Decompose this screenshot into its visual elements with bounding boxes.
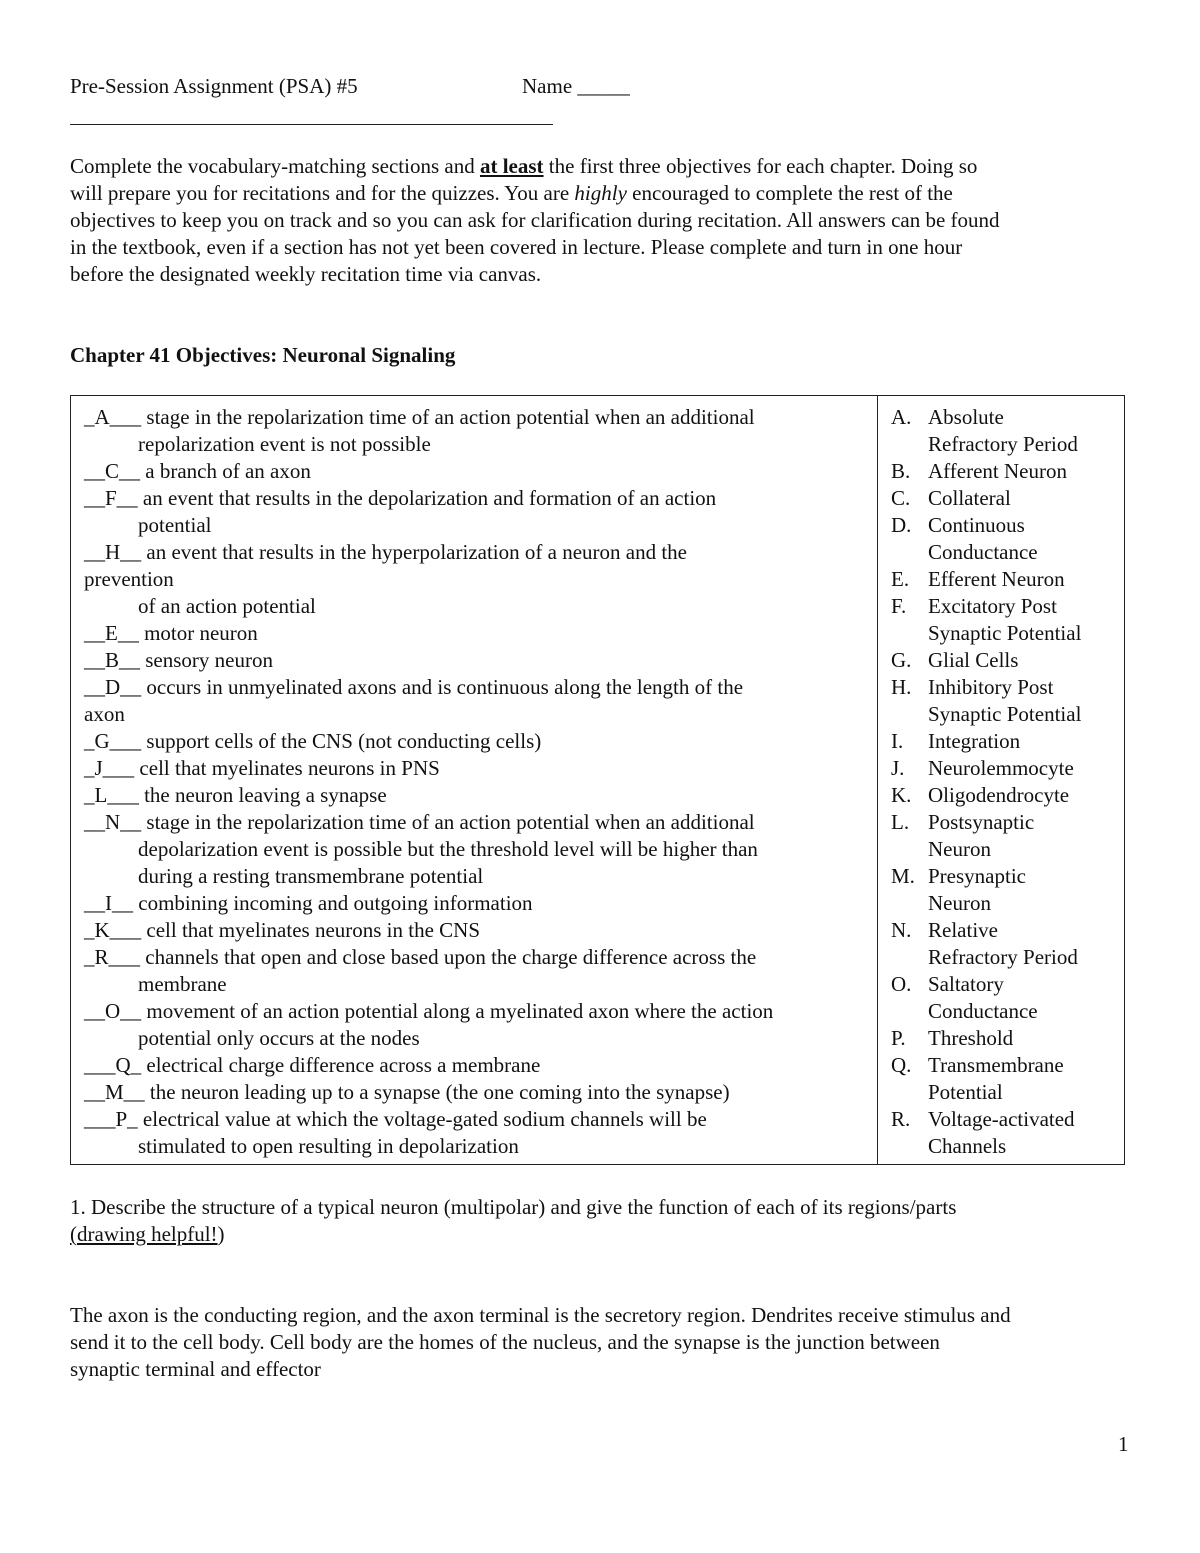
matching-definition-line: prevention (84, 567, 174, 591)
matching-term-line (891, 539, 1123, 566)
matching-definition-line: __M__ the neuron leading up to a synapse (the one coming into the synapse) (84, 1080, 730, 1104)
matching-term-line (891, 458, 1123, 485)
instructions-text: the first three objectives for each chapter. Doing so (543, 154, 978, 178)
matching-definition-line: _R___ channels that open and close based upon the charge difference across the (84, 945, 757, 969)
matching-definition-line: _G___ support cells of the CNS (not conducting cells) (84, 729, 542, 753)
term-text: Potential (928, 1080, 1003, 1104)
term-text: Efferent Neuron (928, 567, 1065, 591)
term-text: Conductance (928, 540, 1038, 564)
matching-definition-line: __F__ an event that results in the depolarization and formation of an action (84, 486, 717, 510)
matching-definition-line: ___Q_ electrical charge difference across a membrane (84, 1053, 541, 1077)
matching-definition-line: _K___ cell that myelinates neurons in the CNS (84, 918, 481, 942)
matching-definition-line: _J___ cell that myelinates neurons in PNS (84, 756, 440, 780)
term-text: Refractory Period (928, 945, 1078, 969)
question-1-prompt: 1. Describe the structure of a typical neuron (multipolar) and give the function of each of its regions/parts (70, 1195, 957, 1219)
instructions-text: will prepare you for recitations and for the quizzes. You are (70, 181, 575, 205)
matching-definition-line: __I__ combining incoming and outgoing information (84, 891, 533, 915)
term-text: Synaptic Potential (928, 702, 1082, 726)
question-1 (70, 1194, 1150, 1248)
matching-term-line (891, 1052, 1123, 1079)
term-letter: N. (891, 918, 912, 942)
matching-term-line (891, 1106, 1123, 1133)
term-letter: C. (891, 486, 911, 510)
instructions-text: encouraged to complete the rest of the (626, 181, 953, 205)
term-letter: D. (891, 513, 912, 537)
page-number: 1 (1118, 1432, 1129, 1456)
term-text: Transmembrane (928, 1053, 1064, 1077)
term-text: Afferent Neuron (928, 459, 1067, 483)
term-letter: B. (891, 459, 911, 483)
matching-term-line (891, 1079, 1123, 1106)
term-letter: G. (891, 648, 912, 672)
answer-line-2: send it to the cell body. Cell body are the homes of the nucleus, and the synapse is the junction between (70, 1330, 940, 1354)
term-text: Relative (928, 918, 998, 942)
term-text: Inhibitory Post (928, 675, 1054, 699)
term-letter: P. (891, 1026, 906, 1050)
matching-term-line (891, 971, 1123, 998)
answer-line-1: The axon is the conducting region, and the axon terminal is the secretory region. Dendrites receive stimulus and (70, 1303, 1011, 1327)
instructions-line-1 (70, 153, 1130, 180)
term-letter: A. (891, 405, 912, 429)
term-letter: K. (891, 783, 912, 807)
term-text: Neuron (928, 837, 991, 861)
term-text: Voltage-activated (928, 1107, 1075, 1131)
term-letter: F. (891, 594, 907, 618)
matching-term-line (891, 1025, 1123, 1052)
matching-term-line (891, 647, 1123, 674)
term-letter: O. (891, 972, 912, 996)
matching-term-line (891, 917, 1123, 944)
term-text: Saltatory (928, 972, 1004, 996)
matching-definition-line: __N__ stage in the repolarization time of an action potential when an additional (84, 810, 755, 834)
term-text: Threshold (928, 1026, 1014, 1050)
matching-term-line (891, 863, 1123, 890)
matching-term-line (891, 485, 1123, 512)
term-letter: I. (891, 729, 904, 753)
matching-definition-line: potential only occurs at the nodes (138, 1026, 420, 1050)
term-text: Channels (928, 1134, 1007, 1158)
question-1-hint (70, 1221, 1150, 1248)
header-rule (70, 124, 553, 125)
matching-definition-line: potential (138, 513, 212, 537)
matching-term-line (891, 431, 1123, 458)
instructions-line-4: in the textbook, even if a section has not yet been covered in lecture. Please complete and turn in one hour (70, 235, 963, 259)
term-text: Neurolemmocyte (928, 756, 1074, 780)
matching-definition-line: membrane (138, 972, 227, 996)
matching-term-line (891, 1133, 1123, 1160)
instructions-line-2 (70, 180, 1130, 207)
instructions-line-3: objectives to keep you on track and so you can ask for clarification during recitation. All answers can be found (70, 208, 1000, 232)
assignment-title: Pre-Session Assignment (PSA) #5 (70, 74, 358, 98)
table-column-divider (877, 396, 878, 1164)
term-text: Absolute (928, 405, 1004, 429)
at-least-emphasis: at least (479, 154, 544, 178)
matching-definition-line: __D__ occurs in unmyelinated axons and is continuous along the length of the (84, 675, 744, 699)
matching-definition-line: of an action potential (138, 594, 316, 618)
matching-definitions-column (84, 404, 874, 1160)
matching-term-line (891, 782, 1123, 809)
term-text: Postsynaptic (928, 810, 1035, 834)
term-letter: M. (891, 864, 915, 888)
answer-line-3: synaptic terminal and effector (70, 1357, 321, 1381)
term-letter: Q. (891, 1053, 912, 1077)
term-text: Conductance (928, 999, 1038, 1023)
matching-term-line (891, 404, 1123, 431)
matching-term-line (891, 890, 1123, 917)
term-text: Refractory Period (928, 432, 1078, 456)
matching-definition-line: __O__ movement of an action potential along a myelinated axon where the action (84, 999, 774, 1023)
matching-term-line (891, 728, 1123, 755)
matching-definition-line: _L___ the neuron leaving a synapse (84, 783, 387, 807)
term-text: Glial Cells (928, 648, 1019, 672)
term-text: Continuous (928, 513, 1025, 537)
drawing-hint-open: ( (70, 1222, 77, 1246)
term-letter: E. (891, 567, 910, 591)
term-text: Oligodendrocyte (928, 783, 1070, 807)
term-text: Collateral (928, 486, 1011, 510)
vocabulary-matching-table (70, 395, 1125, 1165)
name-field-label: Name _____ (522, 74, 630, 98)
matching-definition-line: _A___ stage in the repolarization time of an action potential when an additional (84, 405, 755, 429)
answer-1 (70, 1302, 1150, 1383)
matching-definition-line: stimulated to open resulting in depolarization (138, 1134, 519, 1158)
matching-definition-line: depolarization event is possible but the threshold level will be higher than (138, 837, 758, 861)
matching-definition-line: repolarization event is not possible (138, 432, 431, 456)
term-text: Excitatory Post (928, 594, 1057, 618)
matching-term-line (891, 701, 1123, 728)
instructions-paragraph (70, 153, 1130, 288)
matching-definition-line: __C__ a branch of an axon (84, 459, 311, 483)
term-letter: R. (891, 1107, 911, 1131)
matching-term-line (891, 944, 1123, 971)
matching-terms-column (891, 404, 1123, 1160)
matching-definition-line: axon (84, 702, 125, 726)
matching-term-line (891, 593, 1123, 620)
instructions-text: Complete the vocabulary-matching sections and (70, 154, 480, 178)
matching-definition-line: during a resting transmembrane potential (138, 864, 484, 888)
matching-definition-line: __E__ motor neuron (84, 621, 258, 645)
matching-term-line (891, 809, 1123, 836)
matching-term-line (891, 998, 1123, 1025)
term-text: Synaptic Potential (928, 621, 1082, 645)
drawing-hint: drawing helpful! (77, 1222, 218, 1246)
term-letter: H. (891, 675, 912, 699)
matching-term-line (891, 566, 1123, 593)
matching-definition-line: __B__ sensory neuron (84, 648, 273, 672)
matching-definition-line: __H__ an event that results in the hyperpolarization of a neuron and the (84, 540, 687, 564)
matching-term-line (891, 836, 1123, 863)
matching-term-line (891, 620, 1123, 647)
matching-term-line (891, 755, 1123, 782)
term-text: Neuron (928, 891, 991, 915)
matching-term-line (891, 674, 1123, 701)
term-text: Presynaptic (928, 864, 1026, 888)
instructions-line-5: before the designated weekly recitation time via canvas. (70, 262, 542, 286)
matching-definition-line: ___P_ electrical value at which the voltage-gated sodium channels will be (84, 1107, 707, 1131)
highly-emphasis: highly (574, 181, 627, 205)
term-letter: J. (891, 756, 905, 780)
chapter-heading: Chapter 41 Objectives: Neuronal Signaling (70, 343, 456, 367)
term-text: Integration (928, 729, 1021, 753)
drawing-hint-close: ) (217, 1222, 225, 1246)
matching-term-line (891, 512, 1123, 539)
term-letter: L. (891, 810, 910, 834)
